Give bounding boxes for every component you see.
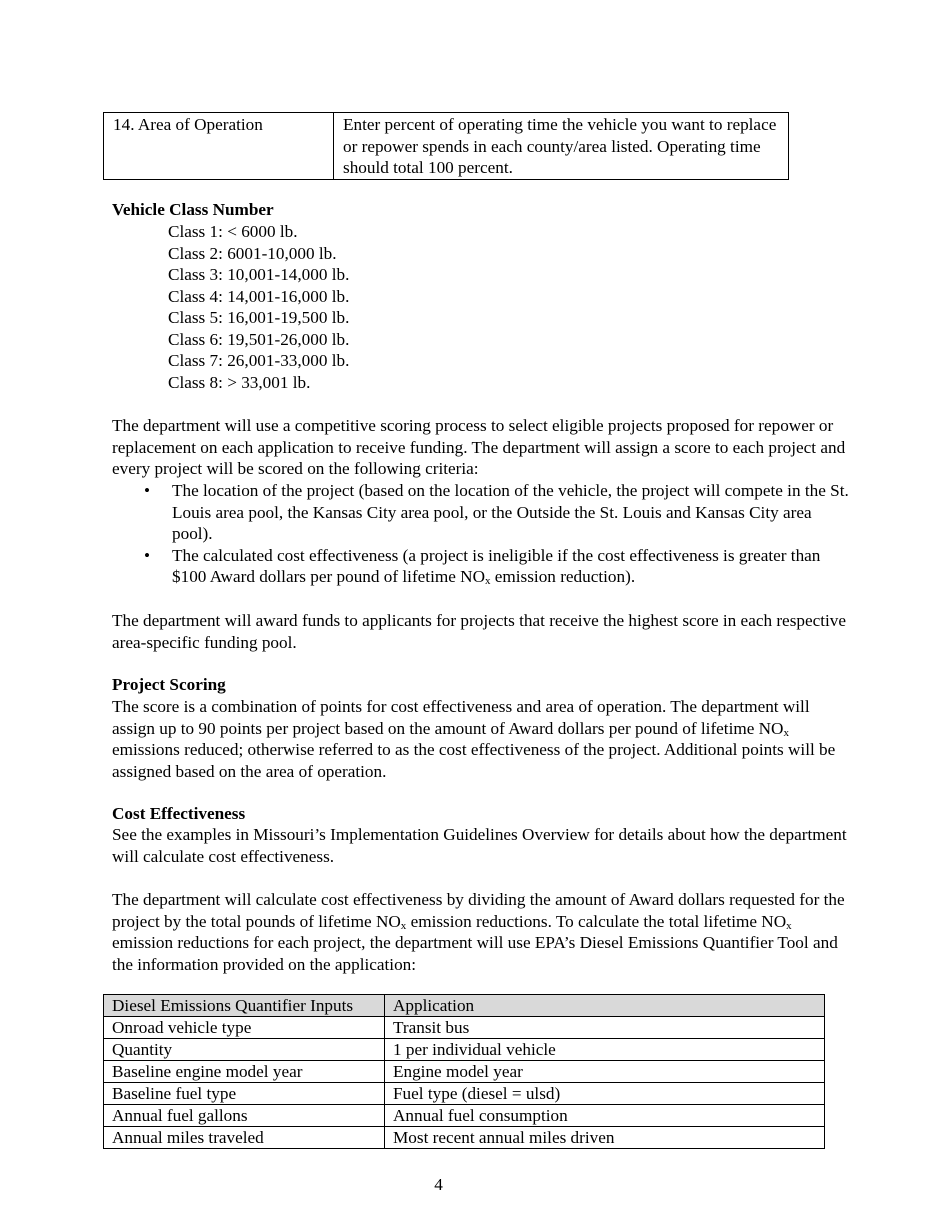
table-row	[104, 113, 789, 180]
bullet-icon: •	[144, 481, 151, 500]
list-item: Class 8: > 33,001 lb.	[168, 372, 311, 392]
cost-effectiveness-heading: Cost Effectiveness	[112, 804, 246, 823]
table-cell: Quantity	[104, 1039, 385, 1061]
table-cell: 1 per individual vehicle	[385, 1039, 825, 1061]
table-cell: Baseline engine model year	[104, 1061, 385, 1083]
award-paragraph: The department will award funds to applicants for projects that receive the highest score in each respective area-specific funding pool.	[112, 611, 847, 652]
table-cell: Engine model year	[385, 1061, 825, 1083]
table-row	[104, 1105, 825, 1127]
table-row	[104, 1039, 825, 1061]
vehicle-class-list	[168, 221, 349, 393]
table-row	[104, 1017, 825, 1039]
table-cell: Annual fuel consumption	[385, 1105, 825, 1127]
criteria-list	[112, 480, 852, 588]
list-item: Class 6: 19,501-26,000 lb.	[168, 329, 350, 349]
scoring-intro-paragraph: The department will use a competitive scoring process to select eligible projects proposed for repower or replacement on each application to receive funding. The department will assign a score to each project and every project will be scored on the following criteria:	[112, 416, 846, 478]
table-row	[104, 1127, 825, 1149]
quantifier-inputs-table	[103, 994, 825, 1149]
list-item: Class 1: < 6000 lb.	[168, 222, 298, 241]
table-cell: Fuel type (diesel = ulsd)	[385, 1083, 825, 1105]
table-row	[104, 1061, 825, 1083]
criteria-cost-text: The calculated cost effectiveness (a project is ineligible if the cost effectiveness is greater than $100 Award dollars per pound of lifetime $NO_x$ emission reduction).	[172, 545, 821, 587]
calculation-paragraph: The department will calculate cost effectiveness by dividing the amount of Award dollars requested for the project by the total pounds of lifetime $NO_x$ emission reductions. To calculate the total lifetime $NO_x$ emission reductions for each project, the department will use EPA’s Diesel Emissions Quantifier Tool and the information provided on the application:	[112, 890, 845, 974]
project-scoring-paragraph: The score is a combination of points for cost effectiveness and area of operation. The department will assign up to 90 points per project based on the amount of Award dollars per pound of lifetime $NO_x$ emissions reduced; otherwise referred to as the cost effectiveness of the project. Additional points will be assigned based on the area of operation.	[112, 697, 836, 781]
table-cell: Transit bus	[385, 1017, 825, 1039]
table-cell: Annual miles traveled	[104, 1127, 385, 1149]
cost-effectiveness-paragraph: See the examples in Missouri’s Implementation Guidelines Overview for details about how the department will calculate cost effectiveness.	[112, 825, 847, 866]
table-cell: Annual fuel gallons	[104, 1105, 385, 1127]
list-item: Class 4: 14,001-16,000 lb.	[168, 286, 350, 306]
bullet-icon: •	[144, 545, 151, 565]
list-item: Class 3: 10,001-14,000 lb.	[168, 265, 350, 284]
vehicle-class-heading: Vehicle Class Number	[112, 200, 274, 219]
criteria-location-text: The location of the project (based on the location of the vehicle, the project will compete in the St. Louis area pool, the Kansas City area pool, or the Outside the St. Louis and Kansas City area pool).	[172, 481, 849, 543]
table-row	[104, 1083, 825, 1105]
list-item: Class 5: 16,001-19,500 lb.	[168, 308, 350, 327]
list-item	[112, 480, 852, 545]
table-header-cell: Application	[385, 995, 825, 1017]
table-cell: Most recent annual miles driven	[385, 1127, 825, 1149]
list-item	[112, 545, 852, 588]
table-cell-description: Enter percent of operating time the vehicle you want to replace or repower spends in each county/area listed. Operating time should total 100 percent.	[334, 113, 789, 180]
page-number: 4	[434, 1175, 443, 1194]
project-scoring-heading: Project Scoring	[112, 675, 226, 694]
table-header-cell: Diesel Emissions Quantifier Inputs	[104, 995, 385, 1017]
table-cell: Baseline fuel type	[104, 1083, 385, 1105]
area-of-operation-table	[103, 112, 789, 180]
list-item: Class 7: 26,001-33,000 lb.	[168, 351, 350, 370]
list-item: Class 2: 6001-10,000 lb.	[168, 243, 337, 263]
table-cell: Onroad vehicle type	[104, 1017, 385, 1039]
table-cell-label: 14. Area of Operation	[104, 113, 334, 180]
table-header-row	[104, 995, 825, 1017]
